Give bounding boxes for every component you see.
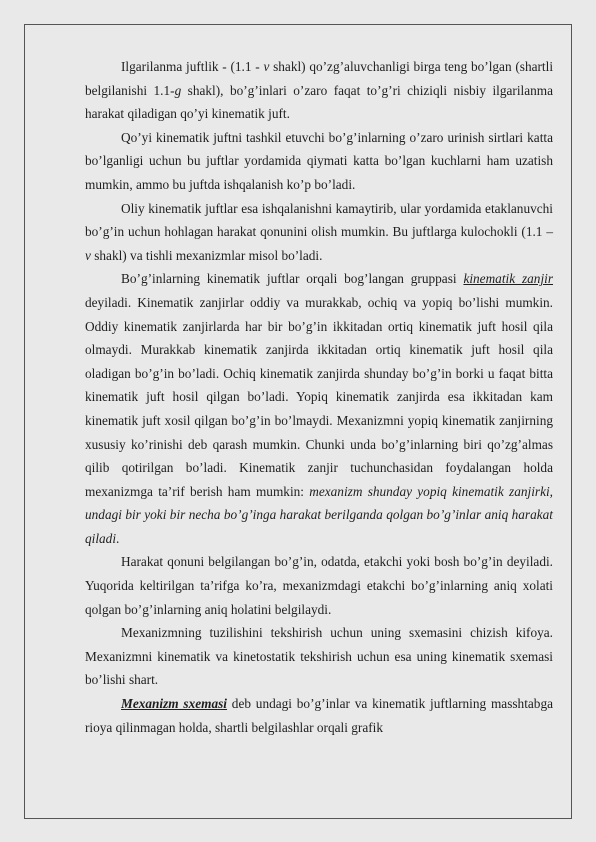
mechanism-definition: mexanizm shunday yopiq kinematik zanjirki, undagi bir yoki bir necha bo’g’inga harakat berilganda qolgan bo’g’inlar aniq harakat qiladi [85, 483, 553, 546]
document-body [85, 55, 553, 739]
paragraph: Mexanizm sxemasi deb undagi bo’g’inlar va kinematik juftlarning masshtabga rioya qilinmagan holda, shartli belgilashlar orqali grafik [85, 696, 553, 735]
term-mexanizm-sxemasi: Mexanizm sxemasi [121, 696, 228, 712]
paragraph: Harakat qonuni belgilangan bo’g’in, odatda, etakchi yoki bosh bo’g’in deyiladi. Yuqorida keltirilgan ta’rifga ko’ra, mexanizmdagi etakchi bo’g’inlarning aniq xolati qolgan bo’g’inlarning aniq holatini belgilaydi. [85, 554, 553, 617]
term-kinematik-zanjir: kinematik zanjir [463, 271, 554, 287]
paragraph: Oliy kinematik juftlar esa ishqalanishni kamaytirib, ular yordamida etaklanuvchi bo’g’in uchun hohlagan harakat qonunini olish mumkin. Bu juftlarga kulochokli (1.1 – v shakl) va tishli mexanizmlar misol bo’ladi. [85, 200, 553, 263]
paragraph: Qo’yi kinematik juftni tashkil etuvchi bo’g’inlarning o’zaro urinish sirtlari katta bo’lganligi uchun bu juftlar yordamida qiymati katta bo’lgan kuchlarni ham uzatish mumkin, ammo bu juftda ishqalanish ko’p bo’ladi. [85, 129, 553, 192]
paragraph: Bo’g’inlarning kinematik juftlar orqali bog’langan gruppasi kinematik zanjir deyiladi. Kinematik zanjirlar oddiy va murakkab, ochiq va yopiq bo’lishi mumkin. Oddiy kinematik zanjirlarda har bir bo’g’in ikkitadan ortiq kinematik juft hosil qila olmaydi. Murakkab kinematik zanjirda ikkitadan ortiq kinematik juft hosil qila oladigan bo’g’in bo’ladi. Ochiq kinematik zanjirda shunday bo’g’in borki u faqat bitta kinematik juft hosil qilgan bo’ladi. Yopiq kinematik zanjirda esa ikkitadan kam kinematik juft xosil qilgan bo’g’in bo’lmaydi. Mexanizmni yopiq kinematik zanjirning xususiy ko’rinishi deb qarash mumkin. Chunki unda bo’g’inlarning biri qo’zg’almas qilib qotirilgan bo’ladi. Kinematik zanjir tuchunchasidan foydalangan holda mexanizmga ta’rif berish ham mumkin: mexanizm shunday yopiq kinematik zanjirki, undagi bir yoki bir necha bo’g’inga harakat berilganda qolgan bo’g’inlar aniq harakat qiladi. [85, 271, 554, 546]
paragraph: Ilgarilanma juftlik - (1.1 - v shakl) qo’zg’aluvchanligi birga teng bo’lgan (shartli belgilanishi 1.1-g shakl), bo’g’inlari o’zaro faqat to’g’ri chiziqli nisbiy ilgarilanma harakat qiladigan qo’yi kinematik juft. [85, 59, 554, 122]
paragraph: Mexanizmning tuzilishini tekshirish uchun uning sxemasini chizish kifoya. Mexanizmni kinematik va kinetostatik tekshirish uchun esa uning kinematik sxemasi bo’lishi shart. [85, 625, 553, 688]
